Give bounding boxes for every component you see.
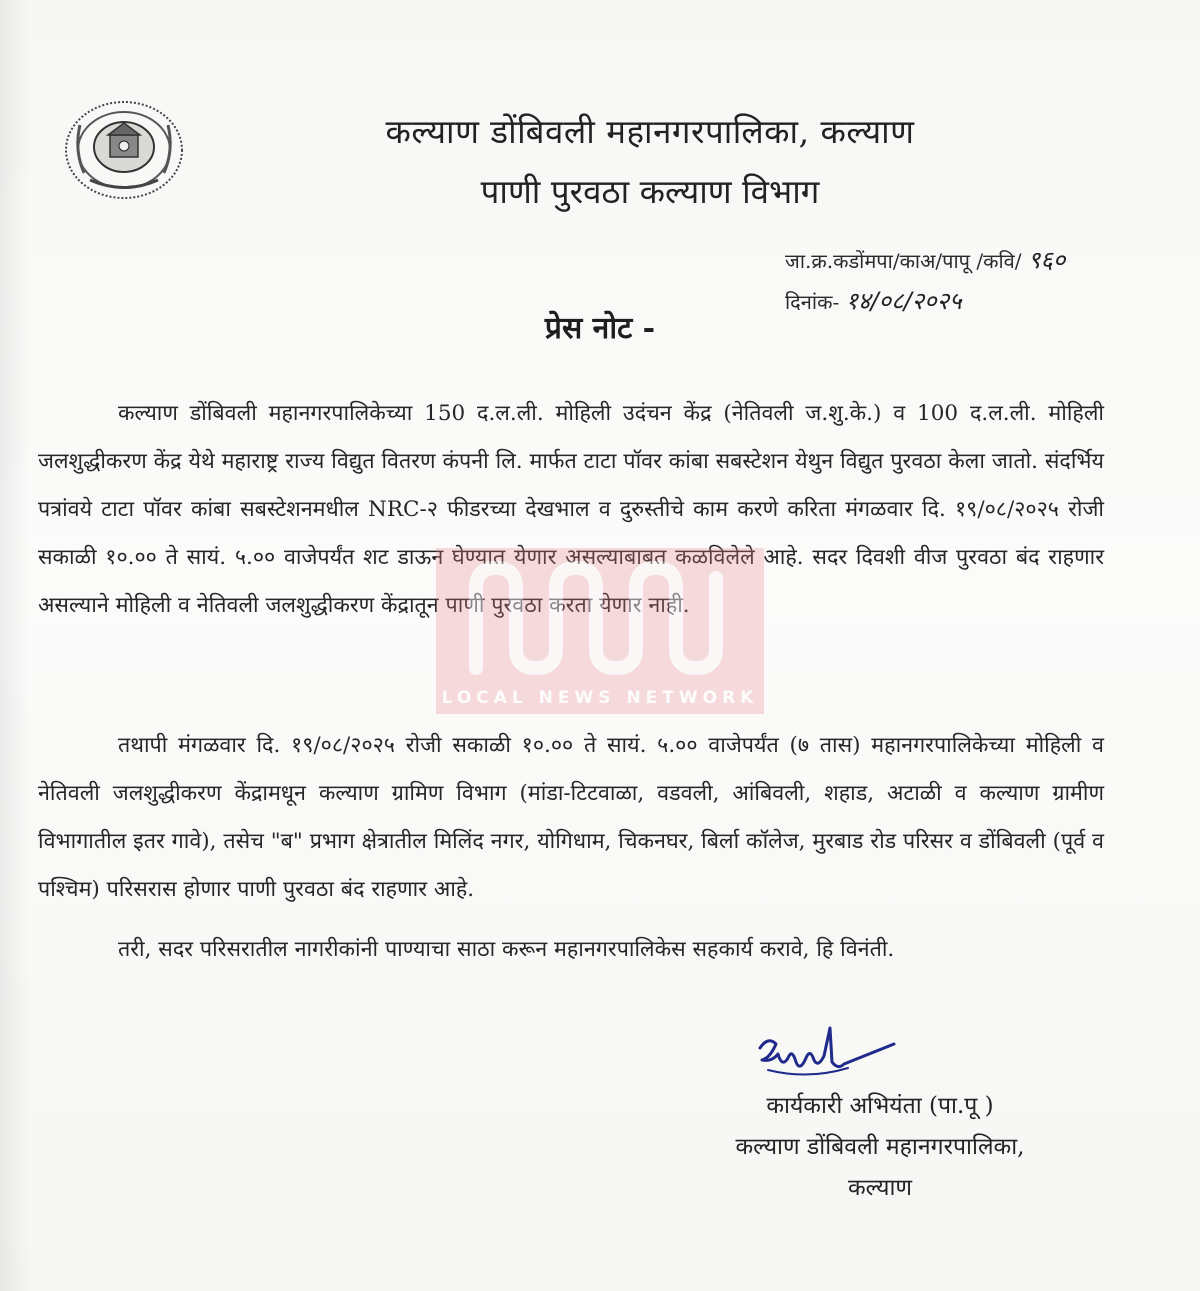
reference-date-value: १४/०८/२०२५ [845,287,962,315]
signatory-designation: कार्यकारी अभियंता (पा.पू ) [766,1093,994,1119]
paragraph-affected-areas: तथापी मंगळवार दि. १९/०८/२०२५ रोजी सकाळी १०.०० ते सायं. ५.०० वाजेपर्यंत (७ तास) महानगरपालिकेच्या मोहिली व नेतिवली जलशुद्धीकरण केंद्रामधून कल्याण ग्रामिण विभाग (मांडा-टिटवाळा, वडवली, आंबिवली, शहाड, अटाळी व कल्याण ग्रामीण विभागातील इतर गावे), तसेच "ब" प्रभाग क्षेत्रातील मिलिंद नगर, योगिधाम, चिकनघर, बिर्ला कॉलेज, मुरबाड रोड परिसर व डोंबिवली (पूर्व व पश्चिम) परिसरास होणार पाणी पुरवठा बंद राहणार आहे. [38,733,1104,902]
page-edge-shadow [0,0,30,1291]
municipal-seal-icon [60,95,188,205]
press-note-title: प्रेस नोट - [544,311,656,346]
signatory-block [690,1086,1070,1209]
reference-number-value: ९६० [1027,246,1066,274]
paragraph-shutdown-notice: कल्याण डोंबिवली महानगरपालिकेच्या 150 द.ल.ली. मोहिली उदंचन केंद्र (नेतिवली ज.शु.के.) व 100 द.ल.ली. मोहिली जलशुद्धीकरण केंद्र येथे महाराष्ट्र राज्य विद्युत वितरण कंपनी लि. मार्फत टाटा पॉवर कांबा सबस्टेशन येथुन विद्युत पुरवठा केला जातो. संदर्भिय पत्रांवये टाटा पॉवर कांबा सबस्टेशनमधील NRC-२ फीडरच्या देखभाल व दुरुस्तीचे काम करणे करिता मंगळवार दि. १९/०८/२०२५ रोजी सकाळी १०.०० ते सायं. ५.०० वाजेपर्यंत शट डाऊन घेण्यात येणार असल्याबाबत कळविलेले आहे. सदर दिवशी वीज पुरवठा बंद राहणार असल्याने मोहिली व नेतिवली जलशुद्धीकरण केंद्रातून पाणी पुरवठा करता येणार नाही. [38,401,1104,618]
signatory-organization: कल्याण डोंबिवली महानगरपालिका, [735,1134,1025,1160]
reference-number-label: जा.क्र.कडोंमपा/काअ/पापू /कवि/ [785,249,1022,273]
paragraph-request: तरी, सदर परिसरातील नागरीकांनी पाण्याचा साठा करून महानगरपालिकेस सहकार्य करावे, हि विनंती. [118,937,895,962]
department-heading: पाणी पुरवठा कल्याण विभाग [480,172,820,211]
watermark-text: LOCAL NEWS NETWORK [441,688,759,708]
organization-heading: कल्याण डोंबिवली महानगरपालिका, कल्याण [385,112,915,151]
reference-date-label: दिनांक- [785,290,840,314]
reference-number-line [785,240,1165,281]
signatory-place: कल्याण [847,1175,913,1201]
